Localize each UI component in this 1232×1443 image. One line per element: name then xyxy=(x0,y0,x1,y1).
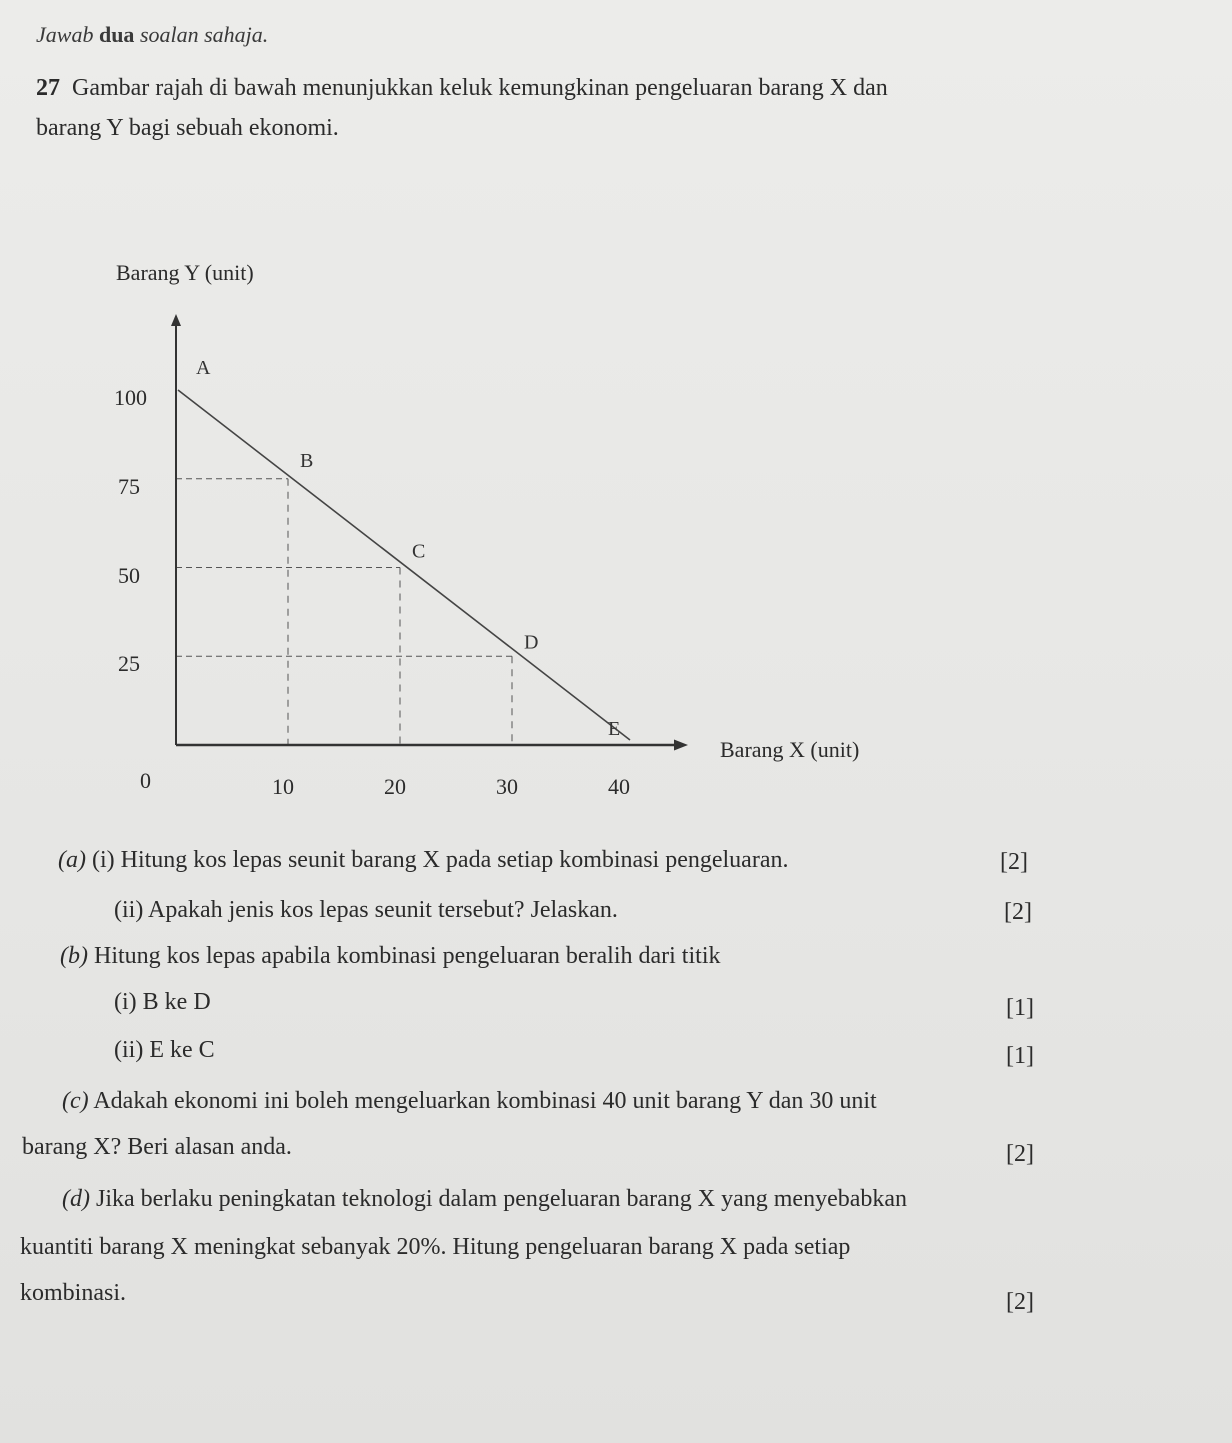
instruction-prefix: Jawab xyxy=(36,22,94,47)
part-a-i-mark: [2] xyxy=(1000,849,1028,875)
part-a-ii-mark: [2] xyxy=(1004,899,1032,925)
instruction-suffix: soalan sahaja. xyxy=(139,22,269,47)
part-c-mark: [2] xyxy=(1006,1141,1034,1167)
part-a-label: (a) xyxy=(58,847,86,873)
part-a-ii: (ii) Apakah jenis kos lepas seunit tersebut? Jelaskan. xyxy=(114,897,618,923)
y-tick-25: 25 xyxy=(118,651,140,677)
part-b-ii: (ii) E ke C xyxy=(114,1037,215,1063)
point-label-A: A xyxy=(196,357,211,379)
part-d-line3: kombinasi. xyxy=(20,1280,126,1306)
y-axis-label: Barang Y (unit) xyxy=(116,260,254,285)
point-label-B: B xyxy=(300,449,314,472)
x-tick-40: 40 xyxy=(608,774,630,799)
part-b xyxy=(60,944,720,968)
part-d-line2: kuantiti barang X meningkat sebanyak 20%. Hitung pengeluaran barang X pada setiap xyxy=(20,1234,851,1260)
x-axis-arrow xyxy=(674,740,688,751)
point-label-C: C xyxy=(412,540,426,563)
point-label-E: E xyxy=(608,718,621,740)
part-b-i: (i) B ke D xyxy=(114,989,211,1015)
part-b-label: (b) xyxy=(60,943,88,969)
point-label-D: D xyxy=(524,631,539,654)
x-tick-20: 20 xyxy=(384,774,406,799)
question-intro-text: Gambar rajah di bawah menunjukkan keluk kemungkinan pengeluaran barang X dan xyxy=(72,75,888,101)
part-d-mark: [2] xyxy=(1006,1289,1034,1315)
y-tick-100: 100 xyxy=(114,385,147,410)
part-b-ii-mark: [1] xyxy=(1006,1043,1034,1069)
question-number: 27 xyxy=(36,75,60,101)
part-a-i-text: (i) Hitung kos lepas seunit barang X pada setiap kombinasi pengeluaran. xyxy=(91,847,789,873)
y-axis-arrow xyxy=(171,314,181,326)
part-b-i-mark: [1] xyxy=(1006,995,1034,1021)
part-d-text: Jika berlaku peningkatan teknologi dalam pengeluaran barang X yang menyebabkan xyxy=(95,1186,908,1212)
x-tick-30: 30 xyxy=(496,774,518,799)
part-c-text: Adakah ekonomi ini boleh mengeluarkan kombinasi 40 unit barang Y dan 30 unit xyxy=(93,1088,877,1114)
part-c-line1 xyxy=(62,1089,877,1113)
part-a-i xyxy=(58,848,788,872)
part-c-label: (c) xyxy=(62,1088,89,1114)
question-intro-line2: barang Y bagi sebuah ekonomi. xyxy=(36,115,339,141)
x-axis-label: Barang X (unit) xyxy=(720,737,860,762)
instruction-bold: dua xyxy=(98,22,135,47)
part-b-text: Hitung kos lepas apabila kombinasi pengeluaran beralih dari titik xyxy=(93,943,721,969)
x-tick-10: 10 xyxy=(272,774,294,799)
y-tick-50: 50 xyxy=(118,562,140,588)
part-d-line1 xyxy=(62,1187,907,1211)
part-d-label: (d) xyxy=(62,1186,90,1212)
part-c-line2: barang X? Beri alasan anda. xyxy=(22,1134,292,1160)
origin-label: 0 xyxy=(140,768,151,793)
y-tick-75: 75 xyxy=(118,473,140,499)
ppc-curve xyxy=(178,390,630,740)
